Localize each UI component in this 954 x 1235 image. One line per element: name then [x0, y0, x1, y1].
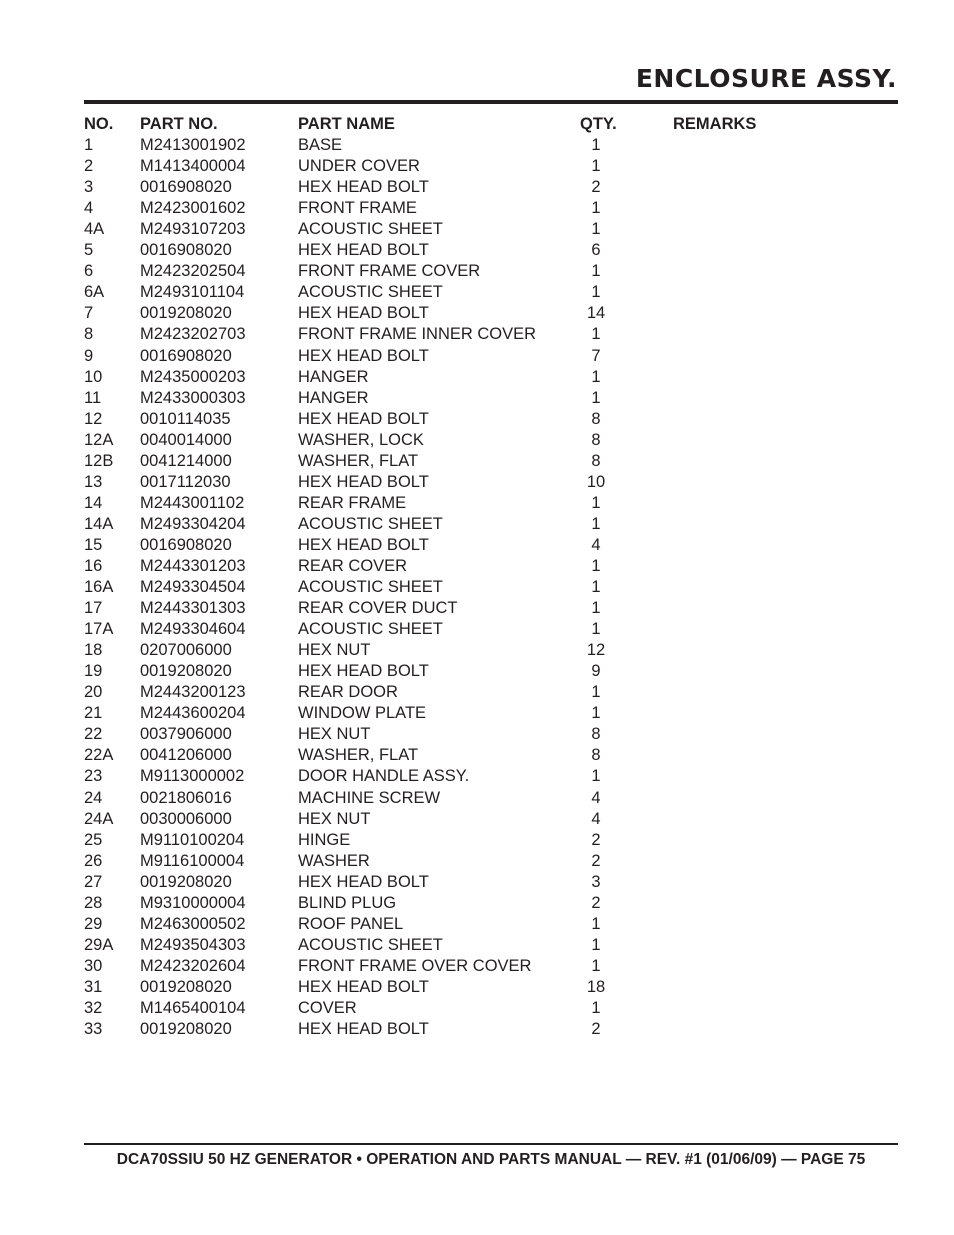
- part-name: HANGER: [298, 388, 369, 407]
- table-row: [84, 556, 898, 577]
- part-name: ACOUSTIC SHEET: [298, 578, 443, 597]
- table-row: [84, 493, 898, 514]
- quantity: 1: [591, 956, 601, 975]
- table-row: [84, 872, 898, 893]
- table-row: [84, 535, 898, 556]
- part-number: 0019208020: [140, 977, 232, 996]
- quantity: 1: [591, 683, 601, 702]
- part-number: 0017112030: [140, 472, 231, 491]
- part-number: 0041206000: [140, 746, 232, 765]
- part-name: REAR COVER DUCT: [298, 599, 458, 618]
- header-part-no: PART NO.: [140, 115, 218, 133]
- part-name: MACHINE SCREW: [298, 788, 441, 807]
- table-row: [84, 640, 898, 661]
- item-number: 33: [84, 1020, 103, 1039]
- table-row: [84, 430, 898, 451]
- part-number: M2435000203: [140, 367, 246, 386]
- quantity: 2: [591, 830, 601, 849]
- part-name: REAR DOOR: [298, 683, 398, 702]
- item-number: 30: [84, 956, 103, 975]
- part-name: ACOUSTIC SHEET: [298, 220, 443, 239]
- table-row: [84, 956, 898, 977]
- quantity: 1: [591, 935, 601, 954]
- quantity: 14: [586, 304, 606, 323]
- table-row: [84, 219, 898, 240]
- part-number: M2493107203: [140, 220, 246, 239]
- part-number: M2493504303: [140, 935, 246, 954]
- item-number: 18: [84, 641, 103, 660]
- part-number: M2423202504: [140, 262, 246, 281]
- parts-table: [84, 114, 898, 1040]
- header-rule: [84, 100, 898, 104]
- table-row: [84, 177, 898, 198]
- table-row: [84, 409, 898, 430]
- item-number: 2: [84, 157, 94, 176]
- table-header-row: [84, 114, 898, 135]
- table-row: [84, 388, 898, 409]
- part-name: HEX NUT: [298, 725, 371, 744]
- quantity: 1: [591, 620, 601, 639]
- part-name: WASHER, LOCK: [298, 430, 424, 449]
- part-number: 0016908020: [140, 178, 232, 197]
- item-number: 24A: [84, 809, 114, 828]
- item-number: 28: [84, 893, 103, 912]
- item-number: 15: [84, 535, 103, 554]
- item-number: 31: [84, 977, 103, 996]
- part-number: 0016908020: [140, 346, 232, 365]
- quantity: 3: [591, 872, 601, 891]
- table-row: [84, 303, 898, 324]
- part-name: WASHER, FLAT: [298, 451, 419, 470]
- item-number: 12A: [84, 430, 114, 449]
- part-number: 0021806016: [140, 788, 232, 807]
- header-remarks: REMARKS: [673, 115, 757, 133]
- table-row: [84, 472, 898, 493]
- part-name: DOOR HANDLE ASSY.: [298, 767, 470, 786]
- quantity: 1: [591, 556, 601, 575]
- table-row: [84, 830, 898, 851]
- part-number: M2423202604: [140, 956, 246, 975]
- part-number: M2433000303: [140, 388, 246, 407]
- quantity: 10: [586, 472, 606, 491]
- quantity: 18: [586, 977, 606, 996]
- part-number: 0019208020: [140, 304, 232, 323]
- table-row: [84, 977, 898, 998]
- item-number: 25: [84, 830, 103, 849]
- part-number: M9116100004: [140, 851, 245, 870]
- part-name: COVER: [298, 998, 357, 1017]
- table-row: [84, 935, 898, 956]
- page-footer: DCA70SSIU 50 HZ GENERATOR • OPERATION AND PARTS MANUAL — REV. #1 (01/06/09) — PAGE 75: [116, 1151, 866, 1168]
- part-number: 0037906000: [140, 725, 232, 744]
- part-name: WINDOW PLATE: [298, 704, 427, 723]
- part-name: HANGER: [298, 367, 369, 386]
- part-name: HEX NUT: [298, 809, 371, 828]
- table-row: [84, 851, 898, 872]
- table-row: [84, 661, 898, 682]
- quantity: 9: [591, 662, 601, 681]
- table-row: [84, 198, 898, 219]
- item-number: 13: [84, 472, 103, 491]
- part-number: M1465400104: [140, 998, 246, 1017]
- part-number: M1413400004: [140, 157, 246, 176]
- item-number: 26: [84, 851, 103, 870]
- item-number: 32: [84, 998, 103, 1017]
- table-row: [84, 893, 898, 914]
- part-name: REAR COVER: [298, 556, 408, 575]
- item-number: 9: [84, 346, 94, 365]
- item-number: 22: [84, 725, 103, 744]
- table-row: [84, 324, 898, 345]
- item-number: 23: [84, 767, 103, 786]
- table-row: [84, 514, 898, 535]
- part-number: M2423202703: [140, 325, 246, 344]
- table-row: [84, 135, 898, 156]
- item-number: 14: [84, 493, 103, 512]
- part-number: 0019208020: [140, 662, 232, 681]
- item-number: 22A: [84, 746, 114, 765]
- item-number: 17: [84, 599, 103, 618]
- quantity: 8: [591, 725, 601, 744]
- part-number: M2493304504: [140, 578, 246, 597]
- part-number: M2493101104: [140, 283, 245, 302]
- part-number: 0030006000: [140, 809, 232, 828]
- quantity: 12: [586, 641, 606, 660]
- header-qty: QTY.: [580, 115, 617, 133]
- quantity: 1: [591, 998, 601, 1017]
- table-row: [84, 598, 898, 619]
- quantity: 1: [591, 199, 601, 218]
- part-number: M2443600204: [140, 704, 246, 723]
- part-name: HEX HEAD BOLT: [298, 662, 429, 681]
- part-number: M2423001602: [140, 199, 246, 218]
- item-number: 11: [84, 388, 102, 407]
- quantity: 2: [591, 851, 601, 870]
- part-name: HINGE: [298, 830, 351, 849]
- part-name: HEX HEAD BOLT: [298, 346, 429, 365]
- table-row: [84, 809, 898, 830]
- part-name: ACOUSTIC SHEET: [298, 514, 443, 533]
- part-name: REAR FRAME: [298, 493, 407, 512]
- part-name: BASE: [298, 136, 343, 155]
- quantity: 6: [591, 241, 601, 260]
- part-name: HEX NUT: [298, 641, 371, 660]
- table-row: [84, 745, 898, 766]
- part-name: HEX HEAD BOLT: [298, 241, 429, 260]
- table-row: [84, 914, 898, 935]
- quantity: 1: [591, 136, 601, 155]
- part-number: 0016908020: [140, 241, 232, 260]
- table-row: [84, 788, 898, 809]
- item-number: 19: [84, 662, 103, 681]
- item-number: 6A: [84, 283, 105, 302]
- quantity: 1: [591, 578, 601, 597]
- part-number: M9310000004: [140, 893, 246, 912]
- table-row: [84, 577, 898, 598]
- table-row: [84, 998, 898, 1019]
- part-name: ROOF PANEL: [298, 914, 404, 933]
- table-row: [84, 682, 898, 703]
- quantity: 4: [591, 535, 601, 554]
- part-number: 0019208020: [140, 872, 232, 891]
- quantity: 4: [591, 809, 601, 828]
- quantity: 8: [591, 430, 601, 449]
- part-name: HEX HEAD BOLT: [298, 535, 429, 554]
- part-number: M2443301203: [140, 556, 246, 575]
- table-row: [84, 766, 898, 787]
- quantity: 1: [591, 767, 601, 786]
- quantity: 2: [591, 1020, 601, 1039]
- header-part-name: PART NAME: [298, 115, 395, 133]
- quantity: 4: [591, 788, 601, 807]
- item-number: 4A: [84, 220, 105, 239]
- table-row: [84, 346, 898, 367]
- table-row: [84, 724, 898, 745]
- item-number: 5: [84, 241, 94, 260]
- quantity: 7: [591, 346, 601, 365]
- quantity: 1: [591, 262, 601, 281]
- item-number: 12: [84, 409, 103, 428]
- part-name: HEX HEAD BOLT: [298, 409, 429, 428]
- quantity: 8: [591, 451, 601, 470]
- table-row: [84, 703, 898, 724]
- item-number: 29: [84, 914, 103, 933]
- part-name: FRONT FRAME COVER: [298, 262, 481, 281]
- item-number: 24: [84, 788, 103, 807]
- page-title: ENCLOSURE ASSY.: [635, 64, 897, 93]
- table-row: [84, 451, 898, 472]
- item-number: 6: [84, 262, 94, 281]
- table-row: [84, 619, 898, 640]
- part-number: 0019208020: [140, 1020, 232, 1039]
- part-name: HEX HEAD BOLT: [298, 178, 429, 197]
- table-body: [84, 135, 898, 1040]
- part-name: HEX HEAD BOLT: [298, 472, 429, 491]
- table-row: [84, 1019, 898, 1040]
- part-number: 0010114035: [140, 409, 231, 428]
- item-number: 1: [84, 136, 94, 155]
- item-number: 27: [84, 872, 103, 891]
- item-number: 14A: [84, 514, 114, 533]
- part-number: M2493304204: [140, 514, 246, 533]
- part-number: 0041214000: [140, 451, 232, 470]
- item-number: 16: [84, 556, 103, 575]
- part-name: FRONT FRAME INNER COVER: [298, 325, 537, 344]
- part-number: M2443301303: [140, 599, 246, 618]
- part-number: M2463000502: [140, 914, 246, 933]
- part-name: ACOUSTIC SHEET: [298, 283, 443, 302]
- quantity: 1: [591, 367, 601, 386]
- quantity: 1: [591, 325, 601, 344]
- part-number: 0207006000: [140, 641, 232, 660]
- table-row: [84, 367, 898, 388]
- item-number: 17A: [84, 620, 114, 639]
- part-number: M2443001102: [140, 493, 245, 512]
- part-number: M2413001902: [140, 136, 246, 155]
- table-row: [84, 240, 898, 261]
- item-number: 16A: [84, 578, 114, 597]
- item-number: 12B: [84, 451, 114, 470]
- part-name: WASHER, FLAT: [298, 746, 419, 765]
- table-row: [84, 156, 898, 177]
- item-number: 10: [84, 367, 103, 386]
- quantity: 1: [591, 704, 601, 723]
- quantity: 1: [591, 914, 601, 933]
- quantity: 8: [591, 746, 601, 765]
- item-number: 4: [84, 199, 94, 218]
- part-name: FRONT FRAME OVER COVER: [298, 956, 532, 975]
- item-number: 3: [84, 178, 94, 197]
- part-name: HEX HEAD BOLT: [298, 1020, 429, 1039]
- quantity: 2: [591, 893, 601, 912]
- part-name: UNDER COVER: [298, 157, 420, 176]
- item-number: 29A: [84, 935, 114, 954]
- quantity: 2: [591, 178, 601, 197]
- item-number: 8: [84, 325, 94, 344]
- quantity: 1: [591, 157, 601, 176]
- table-row: [84, 282, 898, 303]
- part-name: HEX HEAD BOLT: [298, 304, 429, 323]
- quantity: 8: [591, 409, 601, 428]
- part-number: M2443200123: [140, 683, 246, 702]
- part-name: ACOUSTIC SHEET: [298, 620, 443, 639]
- quantity: 1: [591, 388, 601, 407]
- quantity: 1: [591, 220, 601, 239]
- footer-rule: [84, 1143, 898, 1145]
- item-number: 21: [84, 704, 103, 723]
- quantity: 1: [591, 599, 601, 618]
- part-name: WASHER: [298, 851, 370, 870]
- part-name: FRONT FRAME: [298, 199, 417, 218]
- quantity: 1: [591, 514, 601, 533]
- part-name: ACOUSTIC SHEET: [298, 935, 443, 954]
- item-number: 7: [84, 304, 94, 323]
- part-number: M9110100204: [140, 830, 245, 849]
- part-number: M2493304604: [140, 620, 246, 639]
- header-no: NO.: [84, 115, 114, 133]
- part-number: M9113000002: [140, 767, 245, 786]
- item-number: 20: [84, 683, 103, 702]
- table-row: [84, 261, 898, 282]
- part-number: 0016908020: [140, 535, 232, 554]
- part-name: HEX HEAD BOLT: [298, 872, 429, 891]
- part-number: 0040014000: [140, 430, 232, 449]
- part-name: HEX HEAD BOLT: [298, 977, 429, 996]
- quantity: 1: [591, 493, 601, 512]
- quantity: 1: [591, 283, 601, 302]
- part-name: BLIND PLUG: [298, 893, 397, 912]
